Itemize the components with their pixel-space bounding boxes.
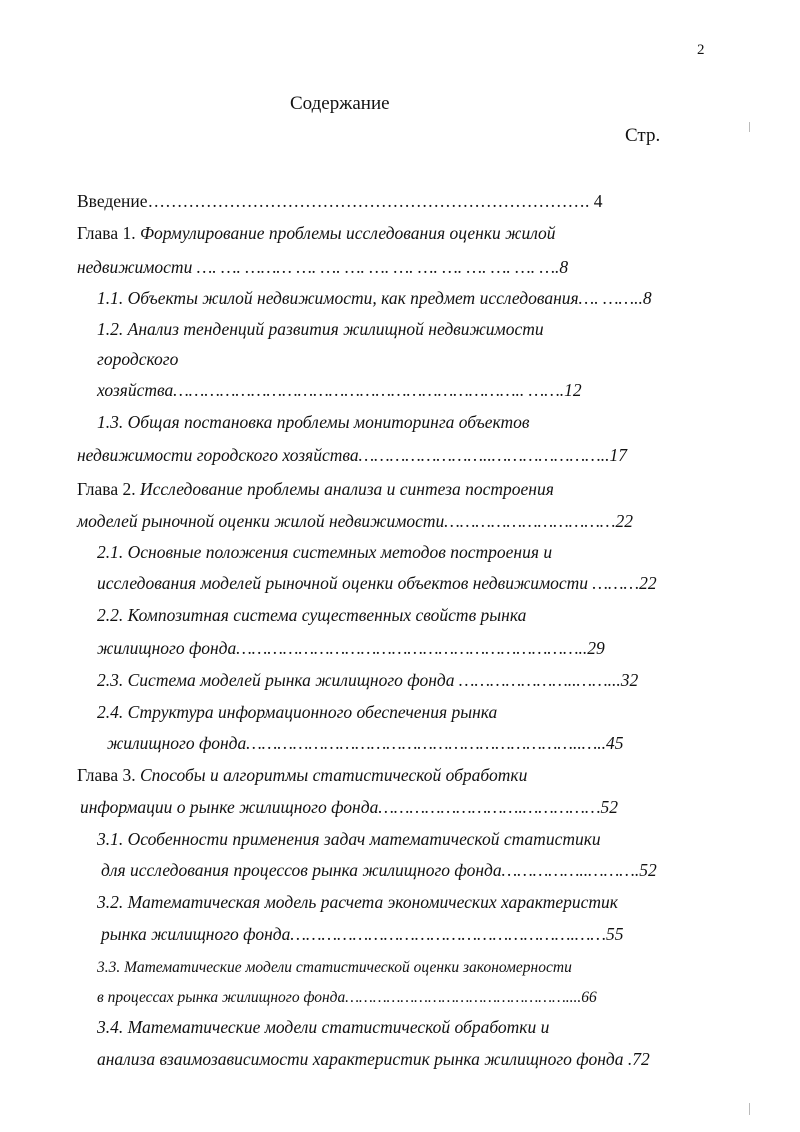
scan-mark-bottom [749, 1103, 750, 1115]
toc-section-3-3-cont: в процессах рынка жилищного фонда…………………………………………....66 [97, 989, 597, 1006]
toc-section-3-2: 3.2. Математическая модель расчета экономических характеристик [97, 892, 618, 912]
page-number: 2 [697, 42, 705, 58]
chapter-1-label: Глава 1. [77, 223, 140, 243]
chapter-2-title: Исследование проблемы анализа и синтеза построения [139, 479, 554, 499]
toc-section-2-1: 2.1. Основные положения системных методов построения и [97, 542, 553, 562]
scan-mark [749, 122, 750, 132]
toc-section-1-3: 1.3. Общая постановка проблемы мониторинга объектов [97, 412, 530, 432]
toc-section-1-2-cont2: хозяйства………………………………………………………….. …….12 [97, 380, 582, 400]
toc-section-1-2: 1.2. Анализ тенденций развития жилищной недвижимости [97, 319, 544, 339]
chapter-2-label: Глава 2. [77, 479, 140, 499]
page-title: Содержание [290, 93, 390, 114]
toc-section-2-4-cont: жилищного фонда………………………………………………………..…..45 [107, 733, 624, 753]
toc-chapter-1-cont: недвижимости …. …. ……… …. …. …. …. …. …. …. …. …. …. ….8 [77, 257, 569, 277]
toc-section-2-3: 2.3. Система моделей рынка жилищного фонда …………………..……...32 [97, 670, 639, 690]
chapter-1-title: Формулирование проблемы исследования оценки жилой [139, 223, 556, 243]
toc-chapter-2 [77, 478, 554, 500]
toc-section-3-2-cont: рынка жилищного фонда……………………………………………….……55 [101, 924, 624, 944]
toc-entry-intro: Введение…………………………………………………………………. 4 [77, 191, 603, 211]
chapter-3-title: Способы и алгоритмы статистической обработки [139, 765, 528, 785]
toc-section-3-3: 3.3. Математические модели статистической оценки закономерности [97, 959, 572, 976]
toc-chapter-1 [77, 222, 556, 244]
toc-chapter-2-cont: моделей рыночной оценки жилой недвижимости……………………………22 [77, 511, 633, 531]
chapter-3-label: Глава 3. [77, 765, 140, 785]
toc-section-2-4: 2.4. Структура информационного обеспечения рынка [97, 702, 498, 722]
toc-section-2-2: 2.2. Композитная система существенных свойств рынка [97, 605, 527, 625]
toc-section-3-4-cont: анализа взаимозависимости характеристик рынка жилищного фонда .72 [97, 1049, 650, 1069]
toc-chapter-3 [77, 764, 527, 786]
toc-chapter-3-cont: информации о рынке жилищного фонда……………………….……………52 [80, 797, 619, 817]
toc-section-2-2-cont: жилищного фонда…………………………………………………………..29 [97, 638, 605, 658]
toc-section-3-1-cont: для исследования процессов рынка жилищного фонда……………..……….52 [101, 860, 657, 880]
toc-section-2-1-cont: исследования моделей рыночной оценки объектов недвижимости ………22 [97, 573, 657, 593]
toc-section-1-1: 1.1. Объекты жилой недвижимости, как предмет исследования…. ……..8 [97, 288, 652, 308]
toc-section-1-2-cont: городского [97, 349, 179, 369]
toc-section-3-1: 3.1. Особенности применения задач математической статистики [97, 829, 601, 849]
toc-section-3-4: 3.4. Математические модели статистической обработки и [97, 1017, 550, 1037]
page-column-label: Стр. [625, 125, 661, 146]
toc-section-1-3-cont: недвижимости городского хозяйства……………………..…………………..17 [77, 445, 627, 465]
